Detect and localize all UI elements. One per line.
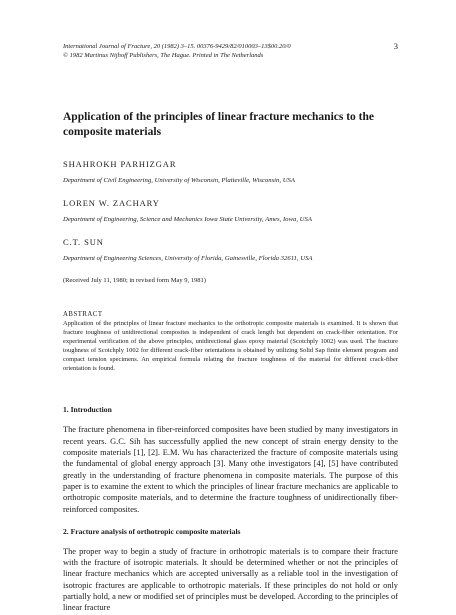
author-name: SHAHROKH PARHIZGAR [63,159,177,169]
received-dates: (Received July 11, 1980; in revised form May 9, 1981) [63,277,206,284]
author-affiliation: Department of Engineering Sciences, University of Florida, Gainesville, Florida 32611, USA [63,255,313,262]
copyright-line: © 1982 Martinus Nijhoff Publishers, The Hague. Printed in The Netherlands [63,52,264,59]
paper-title: Application of the principles of linear fracture mechanics to the composite materials [63,111,374,138]
page-number: 3 [393,41,398,51]
section-heading-introduction: 1. Introduction [63,405,112,415]
author-name: LOREN W. ZACHARY [63,198,160,208]
journal-citation: International Journal of Fracture, 20 (1982) 3–15. 00376-9429/82/010003–13$00.20/0 [63,43,291,50]
author-affiliation: Department of Engineering, Science and Mechanics Iowa State University, Ames, Iowa, USA [63,216,312,223]
author-name: C.T. SUN [63,237,104,247]
section-body-fracture-analysis: The proper way to begin a study of fracture in orthotropic materials is to compare their fracture with the fracture of isotropic materials. It should be determined whether or not the principles of linear fracture mechanics which are accepted universally as a reliable tool in the investigation of isotropic fractures are applicable to orthotropic materials. If these principles do not hold or only partially hold, a new or modified set of principles must be developed. According to the principles of linear fracture [63,546,398,613]
section-heading-fracture-analysis: 2. Fracture analysis of orthotropic composite materials [63,526,241,536]
author-affiliation: Department of Civil Engineering, University of Wisconsin, Platteville, Wisconsin, USA [63,177,295,184]
running-head [63,42,398,60]
journal-info [63,42,291,60]
abstract [63,311,398,373]
abstract-heading: ABSTRACT [63,311,103,318]
section-body-introduction: The fracture phenomena in fiber-reinforced composites have been studied by many investigators in recent years. G.C. Sih has successfully applied the new concept of strain energy density to the composite materials [1], [2]. E.M. Wu has characterized the fracture of composite materials using the fundamental of global energy approach [3]. Many othe investigators [4], [5] have contributed greatly in the understanding of fracture phenomena in composite materials. The purpose of this paper is to examine the extent to which the principles of linear fracture mechanics are applicable to orthotropic composite materials, and to determine the fracture toughness of unidirectionally fiber-reinforced composites. [63,425,398,514]
abstract-text: Application of the principles of linear fracture mechanics to the orthotropic composite materials is examined. It is shown that fracture toughness of unidirectional composites is independent of crack length but dependent on crack-fiber orientation. For experimental verification of the above principles, unidirectional glass epoxy material (Scotchply 1002) was used. The fracture toughness of Scotchply 1002 for different crack-fiber orientations is obtained by utilizing Solid Sap finite element program and compact tension specimens. An empirical formula relating the fracture toughness of the material for different crack-fiber orientation is found. [63,320,398,372]
